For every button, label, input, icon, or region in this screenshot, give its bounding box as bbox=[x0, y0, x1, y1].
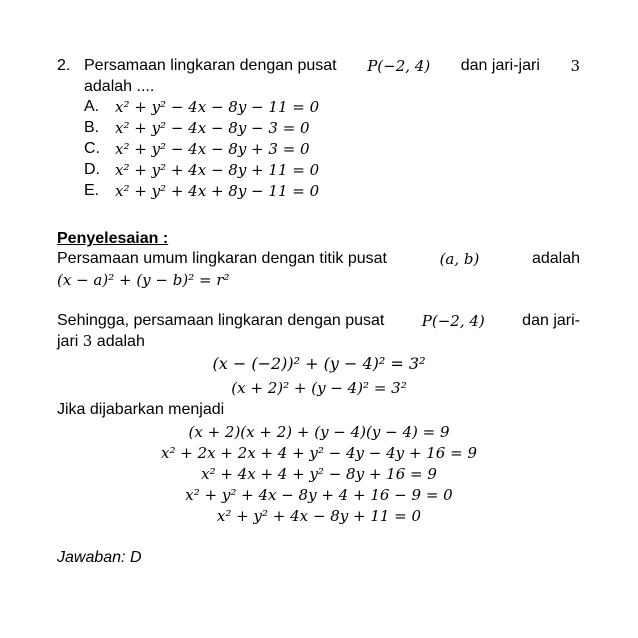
then-tail-2: adalah bbox=[96, 333, 145, 350]
then-line-2 bbox=[57, 331, 145, 352]
then-radius: 3 bbox=[82, 332, 93, 350]
option-c-expr: x² + y² − 4x − 8y + 3 = 0 bbox=[115, 140, 310, 158]
general-point: (a, b) bbox=[439, 250, 480, 268]
expand-text: Jika dijabarkan menjadi bbox=[57, 401, 225, 418]
option-a-expr: x² + y² − 4x − 8y − 11 = 0 bbox=[115, 98, 320, 116]
step-1: (x + 2)(x + 2) + (y − 4)(y − 4) = 9 bbox=[188, 423, 450, 441]
then-line bbox=[57, 311, 580, 331]
solution-heading: Penyelesaian : bbox=[57, 230, 169, 247]
then-tail: dan jari- bbox=[522, 312, 580, 329]
question-line-1 bbox=[84, 56, 580, 76]
option-c-label: C. bbox=[84, 140, 100, 157]
then-point: P(−2, 4) bbox=[421, 312, 485, 330]
step-3: x² + 4x + 4 + y² − 8y + 16 = 9 bbox=[201, 465, 437, 483]
question-radius: 3 bbox=[570, 57, 580, 75]
general-line bbox=[57, 249, 580, 269]
general-tail: adalah bbox=[531, 250, 580, 267]
option-b-expr: x² + y² − 4x − 8y − 3 = 0 bbox=[115, 119, 310, 137]
then-text-2: jari bbox=[57, 333, 79, 350]
then-text: Sehingga, persamaan lingkaran dengan pusat bbox=[57, 312, 385, 329]
option-e-label: E. bbox=[84, 182, 100, 199]
question-number: 2. bbox=[57, 57, 71, 74]
substitution-eq-2: (x + 2)² + (y − 4)² = 3² bbox=[231, 379, 407, 397]
option-d-expr: x² + y² + 4x − 8y + 11 = 0 bbox=[115, 161, 320, 179]
question-center-point: P(−2, 4) bbox=[367, 57, 431, 75]
option-d-label: D. bbox=[84, 161, 100, 178]
general-text: Persamaan umum lingkaran dengan titik pusat bbox=[57, 250, 387, 267]
substitution-eq-1: (x − (−2))² + (y − 4)² = 3² bbox=[212, 354, 426, 373]
question-text-tail: adalah .... bbox=[84, 78, 155, 95]
general-equation: (x − a)² + (y − b)² = r² bbox=[57, 271, 230, 289]
option-a-label: A. bbox=[84, 98, 100, 115]
option-e-expr: x² + y² + 4x + 8y − 11 = 0 bbox=[115, 182, 320, 200]
answer: Jawaban: D bbox=[57, 549, 142, 566]
step-5: x² + y² + 4x − 8y + 11 = 0 bbox=[216, 507, 422, 525]
question-text-radius: dan jari-jari bbox=[460, 57, 540, 74]
question-text: Persamaan lingkaran dengan pusat bbox=[84, 57, 337, 74]
step-2: x² + 2x + 2x + 4 + y² − 4y − 4y + 16 = 9 bbox=[160, 444, 477, 462]
step-4: x² + y² + 4x − 8y + 4 + 16 − 9 = 0 bbox=[185, 486, 453, 504]
option-b-label: B. bbox=[84, 119, 100, 136]
